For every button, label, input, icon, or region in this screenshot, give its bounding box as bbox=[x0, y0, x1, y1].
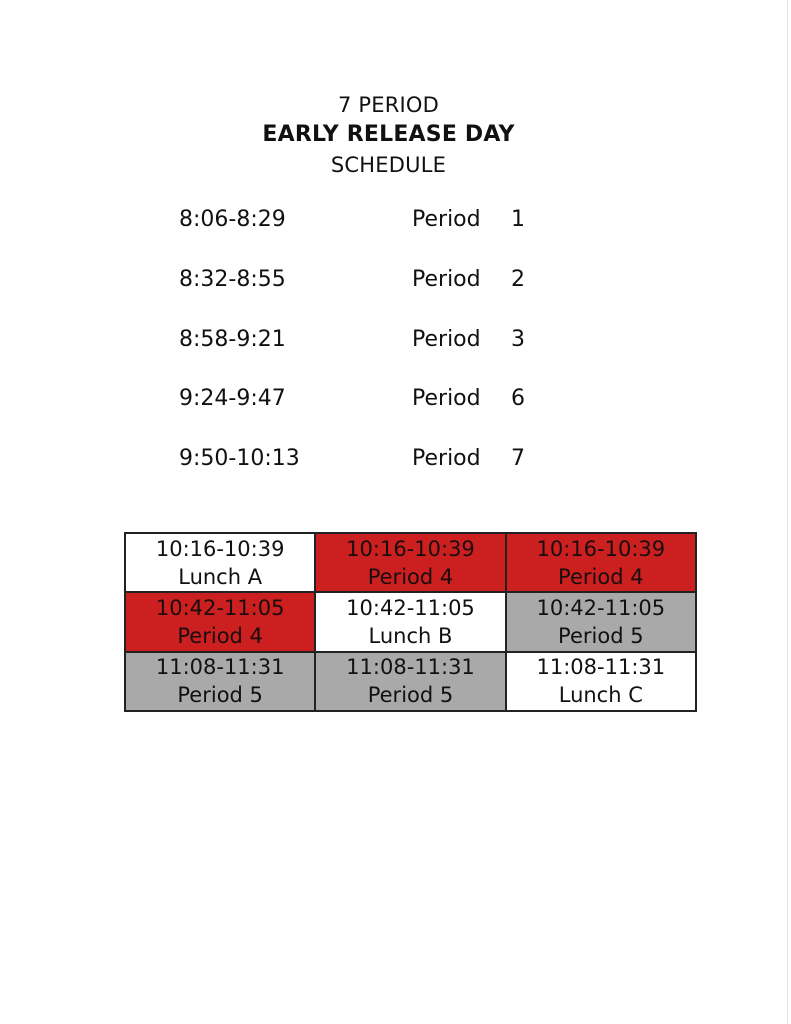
row-time: 9:24-9:47 bbox=[179, 386, 286, 411]
cell-activity: Period 5 bbox=[177, 683, 263, 708]
schedule-row bbox=[0, 382, 791, 416]
cell-activity: Lunch A bbox=[178, 564, 263, 589]
row-label: Period bbox=[412, 327, 481, 352]
row-period-number: 3 bbox=[511, 327, 525, 352]
schedule-row bbox=[0, 442, 791, 476]
cell-activity: Period 4 bbox=[367, 564, 454, 589]
row-period-number: 6 bbox=[511, 386, 525, 411]
cell-time: 10:42-11:05 bbox=[536, 595, 666, 620]
cell-activity: Period 4 bbox=[558, 564, 644, 589]
cell-time: 10:16-10:39 bbox=[536, 536, 666, 561]
row-time: 8:32-8:55 bbox=[179, 267, 286, 292]
cell-time: 10:42-11:05 bbox=[346, 595, 475, 620]
row-period-number: 7 bbox=[511, 446, 525, 471]
header-title: EARLY RELEASE DAY bbox=[262, 122, 515, 147]
cell-activity: Period 5 bbox=[367, 683, 454, 708]
schedule-row bbox=[0, 323, 791, 357]
lunch-cell bbox=[506, 533, 696, 592]
cell-activity: Lunch B bbox=[368, 623, 453, 648]
row-period-number: 2 bbox=[511, 267, 525, 292]
schedule-row bbox=[0, 203, 791, 237]
page-edge bbox=[787, 0, 788, 1024]
lunch-cell bbox=[506, 652, 696, 711]
cell-activity: Lunch C bbox=[558, 683, 643, 708]
cell-time: 11:08-11:31 bbox=[346, 655, 475, 680]
cell-activity: Period 5 bbox=[558, 623, 644, 648]
row-label: Period bbox=[412, 446, 481, 471]
row-label: Period bbox=[412, 207, 481, 232]
schedule-row bbox=[0, 263, 791, 297]
header-period-count: 7 PERIOD bbox=[337, 93, 440, 117]
schedule-header bbox=[0, 90, 777, 180]
cell-time: 11:08-11:31 bbox=[155, 655, 285, 680]
lunch-cell bbox=[315, 592, 505, 651]
cell-time: 11:08-11:31 bbox=[536, 655, 666, 680]
row-time: 8:06-8:29 bbox=[179, 207, 286, 232]
cell-time: 10:16-10:39 bbox=[155, 536, 285, 561]
cell-time: 10:42-11:05 bbox=[155, 595, 285, 620]
lunch-cell bbox=[125, 533, 315, 592]
row-label: Period bbox=[412, 386, 481, 411]
header-subtitle: SCHEDULE bbox=[330, 153, 447, 177]
lunch-cell bbox=[315, 652, 505, 711]
lunch-cell bbox=[125, 592, 315, 651]
row-time: 9:50-10:13 bbox=[179, 446, 300, 471]
lunch-cell bbox=[125, 652, 315, 711]
lunch-cell bbox=[315, 533, 505, 592]
lunch-cell bbox=[506, 592, 696, 651]
lunch-schedule-grid bbox=[124, 532, 697, 712]
cell-time: 10:16-10:39 bbox=[346, 536, 475, 561]
row-period-number: 1 bbox=[511, 207, 525, 232]
cell-activity: Period 4 bbox=[177, 623, 263, 648]
row-time: 8:58-9:21 bbox=[179, 327, 286, 352]
row-label: Period bbox=[412, 267, 481, 292]
